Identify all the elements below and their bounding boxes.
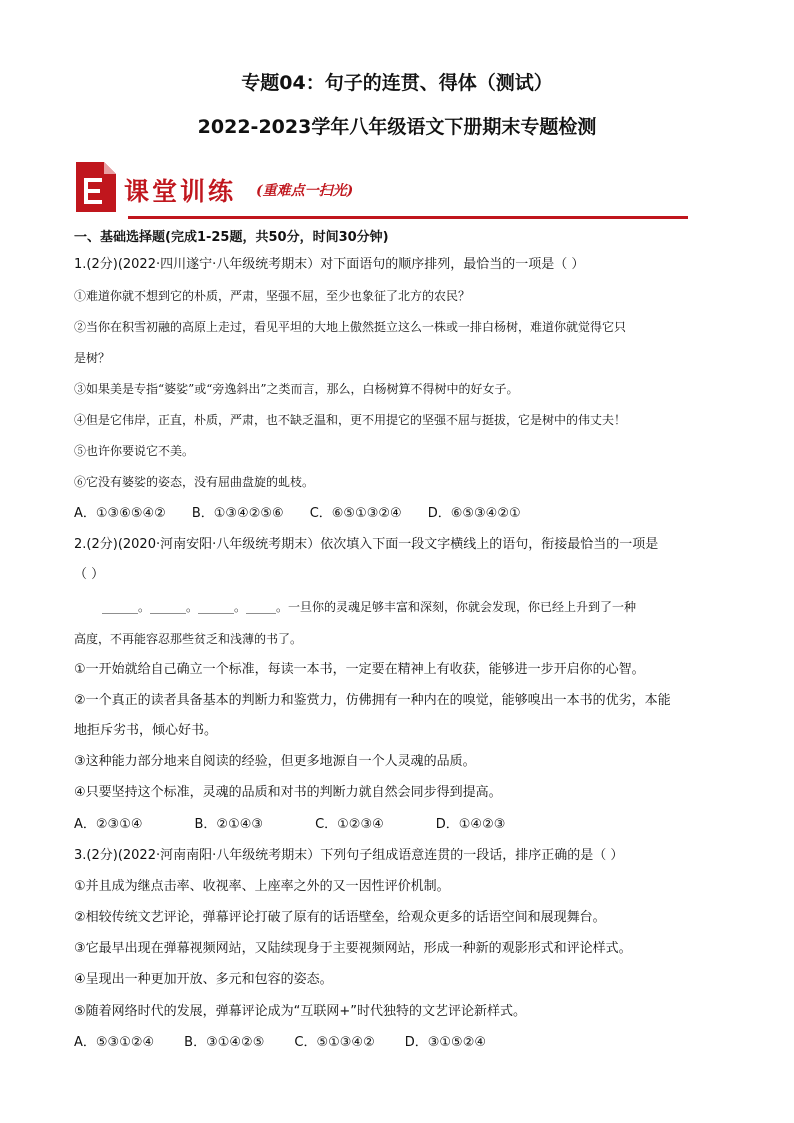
q2-stem-b: （ ） [74, 567, 105, 582]
q1-option-c[interactable]: C．⑥⑤①③②④ [309, 506, 402, 521]
q2-sentence-2b: 地拒斥劣书，倾心好书。 [74, 723, 218, 738]
q2-option-d[interactable]: D．①④②③ [435, 817, 506, 832]
section-banner [70, 158, 650, 220]
q1-option-b[interactable]: B．①③④②⑤⑥ [191, 506, 284, 521]
q1-sentence-1: ①难道你就不想到它的朴质，严肃，坚强不屈，至少也象征了北方的农民？ [74, 289, 471, 303]
q2-sentence-2a: ②一个真正的读者具备基本的判断力和鉴赏力，仿佛拥有一种内在的嗅觉，能够嗅出一本书的优劣，本能 [74, 693, 671, 708]
q2-sentence-1: ①一开始就给自己确立一个标准，每读一本书，一定要在精神上有收获，能够进一步开启你的心智。 [74, 662, 645, 677]
q1-option-a[interactable]: A．①③⑥⑤④② [74, 506, 166, 521]
q3-sentence-4: ④呈现出一种更加开放、多元和包容的姿态。 [74, 972, 333, 987]
banner-title: 课堂训练 [124, 177, 237, 206]
q1-options [74, 505, 547, 523]
q3-options [74, 1034, 512, 1052]
q3-option-d[interactable]: D．③①⑤②④ [404, 1035, 487, 1050]
banner-divider [128, 216, 688, 219]
document-title: 专题04：句子的连贯、得体（测试） [241, 72, 553, 94]
q3-option-a[interactable]: A．⑤③①②④ [74, 1035, 155, 1050]
q3-sentence-5: ⑤随着网络时代的发展，弹幕评论成为“互联网+”时代独特的文艺评论新样式。 [74, 1004, 527, 1019]
q1-sentence-5: ⑤也许你要说它不美。 [74, 444, 195, 458]
q2-sentence-4: ④只要坚持这个标准，灵魂的品质和对书的判断力就自然会同步得到提高。 [74, 785, 502, 800]
document-subtitle: 2022-2023学年八年级语文下册期末专题检测 [197, 116, 597, 138]
q2-sentence-3: ③这种能力部分地来自阅读的经验，但更多地源自一个人灵魂的品质。 [74, 754, 476, 769]
q1-sentence-2b: 是树？ [74, 351, 111, 365]
q2-blanks: ______。______。______。_____。 [102, 600, 289, 614]
q2-stem-a: 2.(2分)(2020·河南安阳·八年级统考期末）依次填入下面一段文字横线上的语句，衔接最恰当的一项是 [74, 537, 659, 552]
q3-option-b[interactable]: B．③①④②⑤ [184, 1035, 265, 1050]
q1-sentence-3: ③如果美是专指“婆娑”或“旁逸斜出”之类而言，那么，白杨树算不得树中的好女子。 [74, 382, 519, 396]
q3-sentence-1: ①并且成为继点击率、收视率、上座率之外的又一因性评价机制。 [74, 879, 450, 894]
q1-sentence-2a: ②当你在积雪初融的高原上走过，看见平坦的大地上傲然挺立这么一株或一排白杨树，难道你就觉得它只 [74, 320, 627, 334]
q1-stem: 1.(2分)(2022·四川遂宁·八年级统考期末）对下面语句的顺序排列，最恰当的一项是（ ） [74, 257, 585, 272]
q2-option-c[interactable]: C．①②③④ [315, 817, 384, 832]
document-icon [74, 160, 118, 214]
q2-passage-a: 一旦你的灵魂足够丰富和深刻，你就会发现，你已经上升到了一种 [288, 600, 637, 614]
q1-sentence-4: ④但是它伟岸，正直，朴质，严肃，也不缺乏温和，更不用提它的坚强不屈与挺拔，它是树中的伟丈夫！ [74, 413, 627, 427]
q3-sentence-2: ②相较传统文艺评论，弹幕评论打破了原有的话语壁垒，给观众更多的话语空间和展现舞台。 [74, 910, 606, 925]
q2-passage-line-1 [102, 598, 636, 616]
q3-option-c[interactable]: C．⑤①③④② [294, 1035, 375, 1050]
q2-option-a[interactable]: A．②③①④ [74, 817, 143, 832]
q2-options [74, 816, 531, 834]
q2-passage-line-2: 高度，不再能容忍那些贫乏和浅薄的书了。 [74, 632, 303, 646]
q2-option-b[interactable]: B．②①④③ [194, 817, 264, 832]
q1-option-d[interactable]: D．⑥⑤③④②① [427, 506, 521, 521]
q3-stem: 3.(2分)(2022·河南南阳·八年级统考期末）下列句子组成语意连贯的一段话，排序正确的是（ ） [74, 848, 624, 863]
q1-sentence-6: ⑥它没有婆娑的姿态，没有屈曲盘旋的虬枝。 [74, 475, 315, 489]
q3-sentence-3: ③它最早出现在弹幕视频网站，又陆续现身于主要视频网站，形成一种新的观影形式和评论样式。 [74, 941, 632, 956]
section-heading: 一、基础选择题(完成1-25题，共50分，时间30分钟) [74, 230, 389, 245]
banner-subtitle: (重难点一扫光) [256, 183, 354, 199]
